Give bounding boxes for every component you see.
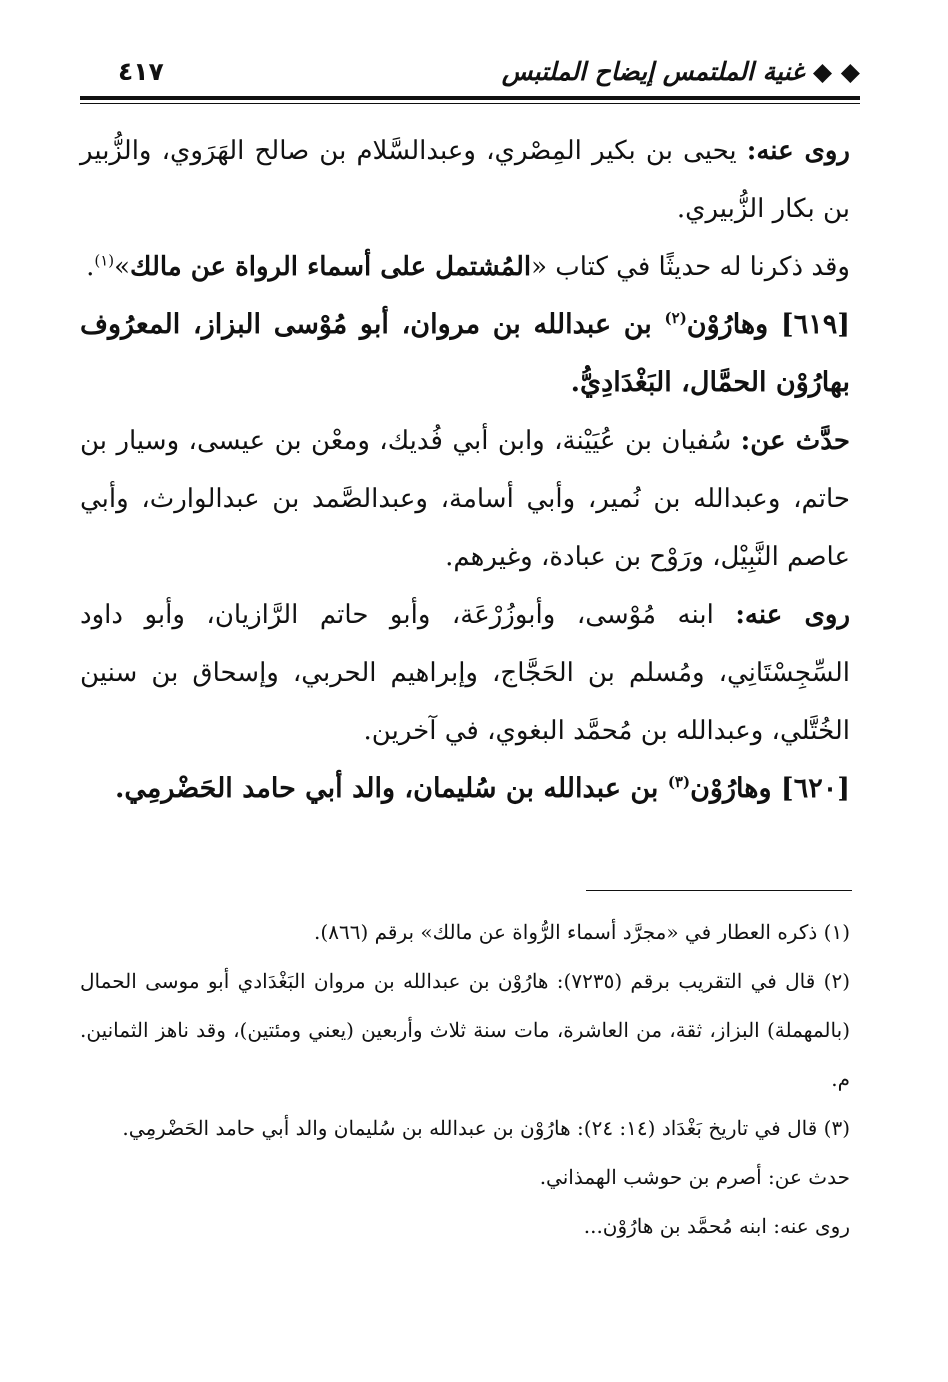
period: .	[86, 252, 95, 282]
entry-620	[80, 760, 850, 818]
main-text	[80, 122, 850, 818]
label-rawa-anhu: روى عنه:	[746, 136, 850, 166]
footnote-ref-3: (٣)	[667, 773, 691, 791]
paragraph-text: سُفيان بن عُيَيْنة، وابن أبي فُديك، ومعْن بن عيسى، وسيار بن حاتم، وعبدالله بن نُمير، وأبي أسامة، وعبدالصَّمد بن عبدالوارث، وأبي عاصم النَّبِيْل، ورَوْح بن عبادة، وغيرهم.	[80, 426, 850, 572]
footnotes	[80, 908, 850, 1251]
label-rawa-anhu: روى عنه:	[735, 600, 850, 630]
entry-number: [٦٢٠]	[771, 773, 850, 804]
footnote-ref-2: (٢)	[664, 309, 687, 327]
footnote-3-rawa: روى عنه: ابنه مُحمَّد بن هارُوْن...	[583, 1214, 850, 1238]
header-rule-thin	[80, 103, 860, 104]
footnote-2: (٢) قال في التقريب برقم (٧٢٣٥): هارُوْن بن عبدالله بن مروان البَغْدَادي أبو موسى الحمال (بالمهملة) البزاز، ثقة، من العاشرة، مات سنة ثلاث وأربعين (يعني ومئتين)، وقد ناهز الثمانين. م.	[80, 969, 850, 1091]
entry-619	[80, 296, 850, 412]
entry-number: [٦١٩]	[768, 309, 850, 340]
paragraph-text: يحيى بن بكير المِصْري، وعبدالسَّلام بن صالح الهَرَوي، والزُّبير بن بكار الزُّبيري.	[80, 136, 850, 224]
entry-rest: بن عبدالله بن سُليمان، والد أبي حامد الحَضْرمِي.	[114, 773, 668, 804]
page-number: ٤١٧	[118, 57, 164, 86]
footnote-3-haddath: حدث عن: أصرم بن حوشب الهمذاني.	[539, 1165, 850, 1189]
paragraph-text: ابنه مُوْسى، وأبوزُرْعَة، وأبو حاتم الرَّازيان، وأبو داود السِّجِسْتَانِي، ومُسلم بن الحَجَّاج، وإبراهيم الحربي، وإسحاق بن سنين الخُتَّلي، وعبدالله بن مُحمَّد البغوي، في آخرين.	[80, 600, 850, 746]
paragraph-narrators-from	[80, 122, 850, 238]
footnote-separator	[586, 890, 852, 891]
footnote-1: (١) ذكره العطار في «مجرَّد أسماء الرُّواة عن مالك» برقم (٨٦٦).	[314, 920, 850, 944]
paragraph-haddath-an	[80, 412, 850, 586]
footnote-ref-1: (١)	[94, 251, 115, 270]
running-title: ◆ ◆ غنية الملتمس إيضاح الملتبس	[501, 57, 860, 86]
paragraph-rawa-anhu-2	[80, 586, 850, 760]
entry-rest: بن عبدالله بن مروان، أبو مُوْسى البزاز، المعرُوف بهارُوْن الحمَّال، البَغْدَادِيُّ.	[80, 309, 850, 398]
footnote-3: (٣) قال في تاريخ بَغْدَاد (١٤: ٢٤): هارُوْن بن عبدالله بن سُليمان والد أبي حامد الحَضْرمِي.	[122, 1116, 850, 1140]
entry-name: وهارُوْن	[690, 773, 772, 804]
quote-close: »	[114, 252, 131, 282]
paragraph-book-reference	[80, 238, 850, 296]
label-haddath-an: حدَّث عن:	[740, 426, 850, 456]
entry-name: وهارُوْن	[686, 309, 769, 340]
book-title: المُشتمل على أسماء الرواة عن مالك	[130, 252, 532, 282]
paragraph-text: وقد ذكرنا له حديثًا في كتاب «	[531, 252, 850, 282]
page-header	[80, 52, 860, 92]
header-rule-thick	[80, 96, 860, 100]
